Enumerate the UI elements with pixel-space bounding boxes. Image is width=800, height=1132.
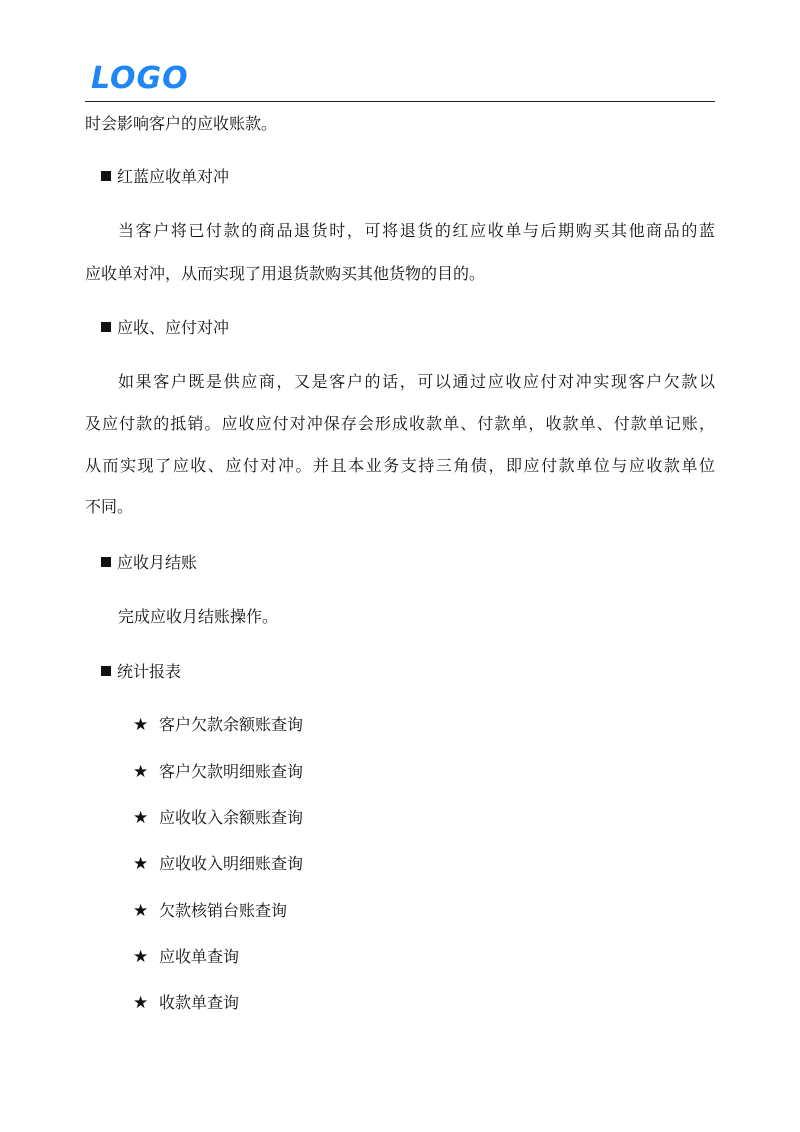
paragraph-line: 如果客户既是供应商，又是客户的话，可以通过应收应付对冲实现客户欠款以 bbox=[118, 372, 715, 391]
paragraph-line: 及应付款的抵销。应收应付对冲保存会形成收款单、付款单，收款单、付款单记账， bbox=[85, 414, 715, 433]
intro-line: 时会影响客户的应收账款。 bbox=[85, 114, 278, 133]
star-icon: ★ bbox=[133, 947, 149, 967]
report-list-item bbox=[133, 854, 303, 874]
paragraph-line: 当客户将已付款的商品退货时，可将退货的红应收单与后期购买其他商品的蓝 bbox=[118, 221, 715, 240]
star-icon: ★ bbox=[133, 854, 149, 874]
page-header bbox=[85, 62, 715, 102]
section-heading-receivable-payable-offset bbox=[101, 318, 229, 338]
paragraph-line: 不同。 bbox=[85, 497, 134, 516]
square-bullet-icon bbox=[101, 322, 111, 332]
star-icon: ★ bbox=[133, 901, 149, 921]
report-list-item bbox=[133, 762, 303, 782]
section-heading-text: 红蓝应收单对冲 bbox=[117, 167, 230, 186]
section-heading-red-blue-offset bbox=[101, 167, 229, 187]
report-item-label: 欠款核销台账查询 bbox=[159, 901, 288, 920]
star-icon: ★ bbox=[133, 993, 149, 1013]
paragraph-line: 应收单对冲，从而实现了用退货款购买其他货物的目的。 bbox=[85, 264, 486, 283]
report-item-label: 客户欠款余额账查询 bbox=[159, 715, 304, 734]
logo: LOGO bbox=[91, 61, 189, 96]
report-list-item bbox=[133, 993, 239, 1013]
report-list-item bbox=[133, 808, 303, 828]
report-item-label: 应收收入余额账查询 bbox=[159, 808, 304, 827]
report-item-label: 客户欠款明细账查询 bbox=[159, 762, 304, 781]
section-heading-text: 应收、应付对冲 bbox=[117, 318, 230, 337]
section-heading-statistical-reports bbox=[101, 662, 181, 682]
star-icon: ★ bbox=[133, 715, 149, 735]
report-item-label: 应收收入明细账查询 bbox=[159, 854, 304, 873]
star-icon: ★ bbox=[133, 808, 149, 828]
report-list-item bbox=[133, 947, 239, 967]
paragraph-line: 完成应收月结账操作。 bbox=[118, 607, 279, 626]
section-heading-text: 应收月结账 bbox=[117, 553, 198, 572]
report-item-label: 收款单查询 bbox=[159, 993, 240, 1012]
square-bullet-icon bbox=[101, 666, 111, 676]
report-item-label: 应收单查询 bbox=[159, 947, 240, 966]
paragraph-line: 从而实现了应收、应付对冲。并且本业务支持三角债，即应付款单位与应收款单位 bbox=[85, 456, 715, 475]
star-icon: ★ bbox=[133, 762, 149, 782]
report-list-item bbox=[133, 901, 287, 921]
section-heading-month-end-closing bbox=[101, 553, 197, 573]
square-bullet-icon bbox=[101, 171, 111, 181]
report-list-item bbox=[133, 715, 303, 735]
section-heading-text: 统计报表 bbox=[117, 662, 182, 681]
square-bullet-icon bbox=[101, 557, 111, 567]
